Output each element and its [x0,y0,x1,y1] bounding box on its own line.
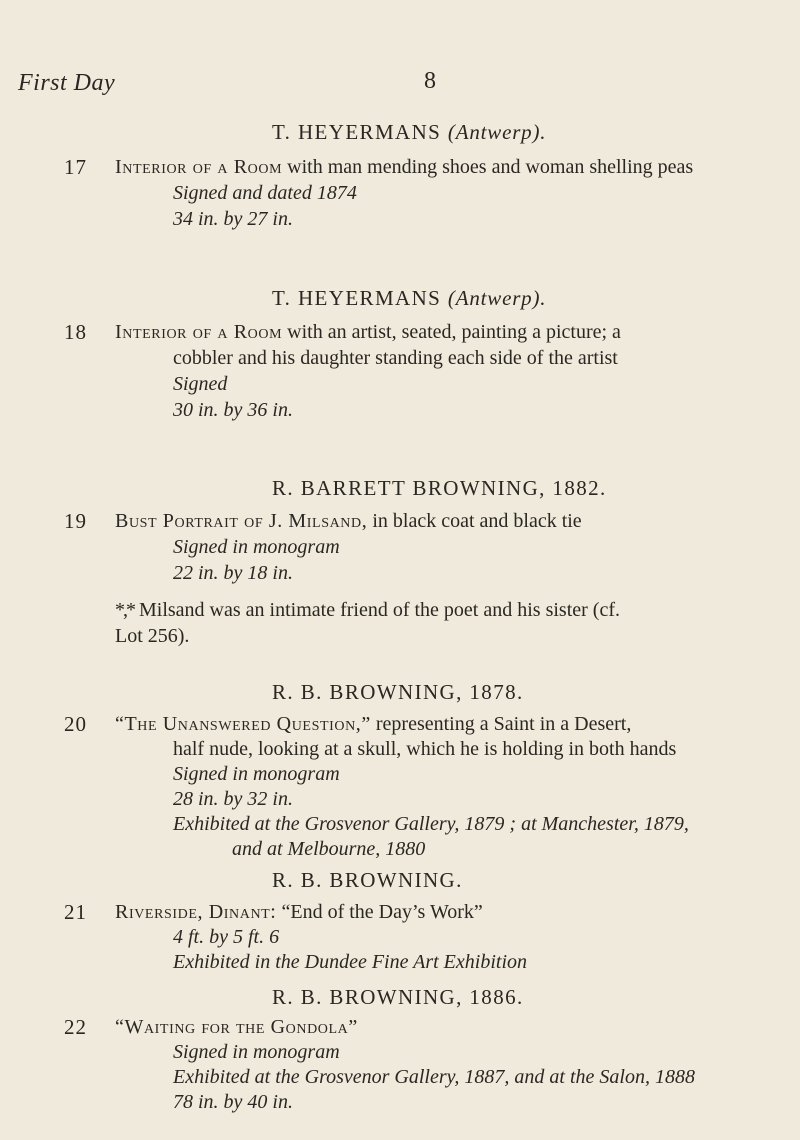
lot-22-signed: Signed in monogram [173,1041,340,1063]
lot-18-number: 18 [64,320,87,344]
title-caps: Interior of a Room [115,156,283,178]
lot-17-number: 17 [64,155,87,179]
artist-name: R. BARRETT BROWNING, 1882. [272,476,607,500]
lot-20-size: 28 in. by 32 in. [173,788,293,810]
lot-18-title [115,320,795,345]
lot-21-title [115,900,795,925]
lot-17-artist [272,120,546,145]
page-number: 8 [424,68,436,94]
lot-21-artist [272,868,463,893]
asterism-mark: *,* [115,599,134,621]
title-caps: Interior of a Room [115,321,283,343]
lot-19-note-continued: Lot 256). [115,625,190,647]
lot-18-signed: Signed [173,373,228,395]
running-head: First Day [18,70,116,96]
artist-location: (Antwerp). [447,120,547,144]
title-caps: Riverside, Dinant: [115,901,277,923]
lot-19-artist [272,476,607,501]
lot-22-size: 78 in. by 40 in. [173,1091,293,1113]
title-rest: in black coat and black tie [367,510,582,532]
lot-18-artist [272,286,546,311]
lot-19-number: 19 [64,509,87,533]
lot-20-title-continued: half nude, looking at a skull, which he is holding in both hands [173,738,677,760]
lot-21-exhibited: Exhibited in the Dundee Fine Art Exhibition [173,951,527,973]
lot-20-number: 20 [64,712,87,736]
title-rest: with man mending shoes and woman shelling peas [282,156,694,178]
lot-22-number: 22 [64,1015,87,1039]
lot-22-title [115,1015,795,1040]
lot-17-signed: Signed and dated 1874 [173,182,357,204]
lot-21-number: 21 [64,900,87,924]
artist-name: R. B. BROWNING, 1878. [272,680,524,704]
lot-17-size: 34 in. by 27 in. [173,208,293,230]
lot-20-exhibited-continued: and at Melbourne, 1880 [232,838,426,860]
lot-22-exhibited: Exhibited at the Grosvenor Gallery, 1887, and at the Salon, 1888 [173,1066,695,1088]
lot-20-title [115,712,795,737]
note-text: Milsand was an intimate friend of the poet and his sister (cf. [134,599,620,621]
artist-location: (Antwerp). [447,286,547,310]
title-rest: representing a Saint in a Desert, [370,713,632,735]
lot-21-size: 4 ft. by 5 ft. 6 [173,926,280,948]
artist-name: R. B. BROWNING, 1886. [272,985,524,1009]
artist-name: R. B. BROWNING. [272,868,463,892]
lot-19-size: 22 in. by 18 in. [173,562,293,584]
title-rest: “End of the Day’s Work” [276,901,483,923]
lot-19-signed: Signed in monogram [173,536,340,558]
artist-name: T. HEYERMANS [272,286,442,310]
lot-22-artist [272,985,524,1010]
title-rest: with an artist, seated, painting a picture; a [282,321,621,343]
lot-18-size: 30 in. by 36 in. [173,399,293,421]
artist-name: T. HEYERMANS [272,120,442,144]
lot-19-title [115,509,795,534]
title-caps: “Waiting for the Gondola” [115,1016,358,1038]
title-caps: Bust Portrait of J. Milsand, [115,510,368,532]
lot-18-title-continued: cobbler and his daughter standing each side of the artist [173,347,618,369]
title-caps: “The Unanswered Question,” [115,713,371,735]
lot-17-title [115,155,795,180]
lot-20-artist [272,680,524,705]
lot-20-exhibited: Exhibited at the Grosvenor Gallery, 1879 ; at Manchester, 1879, [173,813,689,835]
lot-20-signed: Signed in monogram [173,763,340,785]
lot-19-note [115,598,620,623]
